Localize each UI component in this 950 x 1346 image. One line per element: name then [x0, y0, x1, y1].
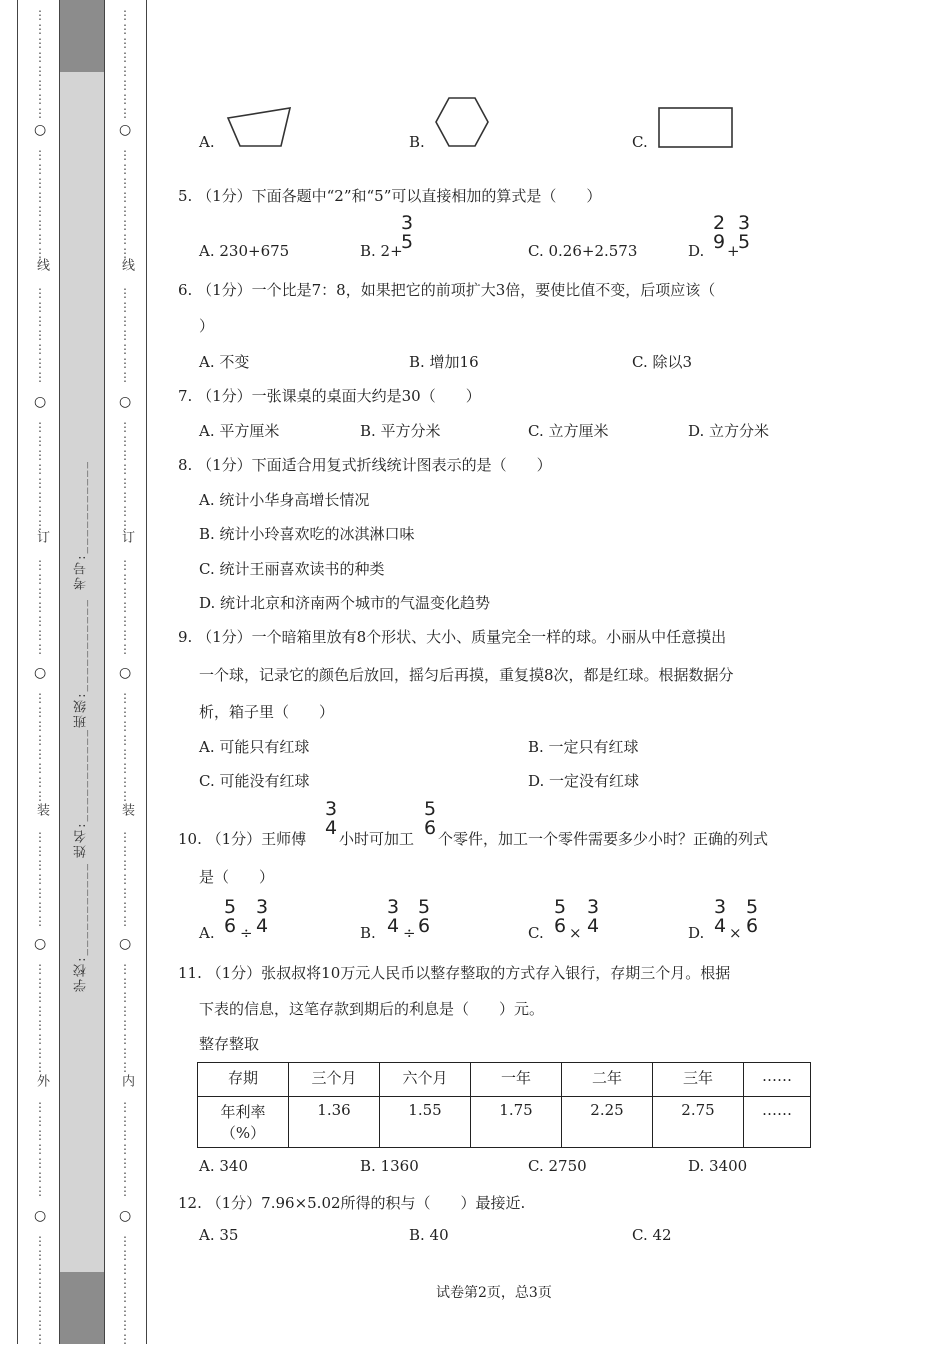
name-field: 姓名:___________ — [74, 728, 89, 858]
q11-table-title: 整存整取 — [199, 1035, 260, 1053]
margin-border-line — [146, 0, 147, 1344]
q7-option-b: B. 平方分米 — [360, 422, 441, 440]
circle-mark: ○ — [119, 394, 132, 410]
q5-d-operator: + — [727, 242, 740, 260]
circle-mark: ○ — [119, 1208, 132, 1224]
table-header-cell: 一年 — [471, 1063, 562, 1097]
q10-option-d: D. — [688, 924, 705, 942]
table-cell: …… — [744, 1097, 811, 1148]
q6-stem-continued: ） — [199, 317, 215, 335]
table-cell: 1.36 — [289, 1097, 380, 1148]
class-field: 班级:___________ — [74, 598, 89, 728]
table-row — [198, 1097, 811, 1148]
inner-label-inside: 内 — [119, 1074, 134, 1089]
circle-mark: ○ — [34, 122, 47, 138]
q5-option-d: D. — [688, 242, 705, 260]
table-cell: 1.75 — [471, 1097, 562, 1148]
q11-stem-line-2: 下表的信息，这笔存款到期后的利息是（ ）元。 — [199, 1000, 545, 1018]
table-header-cell: 存期 — [198, 1063, 289, 1097]
page-footer: 试卷第2页，总3页 — [436, 1285, 552, 1301]
q10-b-fraction-1: 3 4 — [387, 896, 400, 937]
q4-option-b: B. — [409, 133, 425, 151]
outer-label-bind: 装 — [34, 803, 49, 818]
q11-option-b: B. 1360 — [360, 1157, 419, 1175]
table-header-row — [198, 1063, 811, 1097]
q6-option-c: C. 除以3 — [632, 353, 693, 371]
q10-option-b: B. — [360, 924, 376, 942]
q6-option-a: A. 不变 — [199, 353, 250, 371]
q10-c-fraction-2: 3 4 — [587, 896, 600, 937]
q5-option-c: C. 0.26+2.573 — [528, 242, 638, 260]
q9-option-d: D. 一定没有红球 — [528, 772, 640, 790]
q11-stem-line-1: 11. （1分）张叔叔将10万元人民币以整存整取的方式存入银行，存期三个月。根据 — [178, 964, 731, 982]
q4-option-a: A. — [199, 133, 215, 151]
q10-c-fraction-1: 5 6 — [554, 896, 567, 937]
q12-option-c: C. 42 — [632, 1226, 672, 1244]
q7-stem: 7. （1分）一张课桌的桌面大约是30（ ） — [178, 387, 481, 405]
circle-mark: ○ — [34, 394, 47, 410]
q8-option-c: C. 统计王丽喜欢读书的种类 — [199, 560, 385, 578]
table-header-cell: …… — [744, 1063, 811, 1097]
q10-stem-middle: 小时可加工 — [339, 830, 415, 848]
q12-option-b: B. 40 — [409, 1226, 449, 1244]
q11-option-d: D. 3400 — [688, 1157, 748, 1175]
q10-d-fraction-2: 5 6 — [746, 896, 759, 937]
table-cell: 2.25 — [562, 1097, 653, 1148]
circle-mark: ○ — [119, 936, 132, 952]
q10-stem-suffix: 个零件，加工一个零件需要多少小时？正确的列式 — [438, 830, 769, 848]
q9-option-a: A. 可能只有红球 — [199, 738, 310, 756]
q10-a-operator: ÷ — [240, 924, 253, 942]
circle-mark: ○ — [34, 936, 47, 952]
circle-mark: ○ — [34, 1208, 47, 1224]
margin-border-line — [17, 0, 18, 1344]
table-header-cell: 三个月 — [289, 1063, 380, 1097]
q7-option-a: A. 平方厘米 — [199, 422, 280, 440]
q9-option-c: C. 可能没有红球 — [199, 772, 310, 790]
q5-option-b: B. 2+ — [360, 242, 403, 260]
q10-a-fraction-2: 3 4 — [256, 896, 269, 937]
outer-label-outside: 外 — [34, 1074, 49, 1089]
q8-stem: 8. （1分）下面适合用复式折线统计图表示的是（ ） — [178, 456, 552, 474]
inner-label-line: 线 — [119, 258, 134, 273]
inner-label-bind: 装 — [119, 803, 134, 818]
q10-d-operator: × — [729, 924, 742, 942]
q10-stem-prefix: 10. （1分）王师傅 — [178, 830, 307, 848]
outer-label-binding: 订 — [34, 530, 49, 545]
q7-option-c: C. 立方厘米 — [528, 422, 609, 440]
q5-stem: 5. （1分）下面各题中“2”和“5”可以直接相加的算式是（ ） — [178, 187, 602, 205]
q8-option-a: A. 统计小华身高增长情况 — [199, 491, 370, 509]
table-header-cell: 六个月 — [380, 1063, 471, 1097]
q10-option-c: C. — [528, 924, 544, 942]
table-row-label: 年利率 （%） — [198, 1097, 289, 1148]
strip-dark-bottom — [60, 1272, 104, 1344]
margin-border-line — [104, 0, 105, 1344]
strip-dark-top — [60, 0, 104, 72]
q10-b-operator: ÷ — [403, 924, 416, 942]
q6-option-b: B. 增加16 — [409, 353, 479, 371]
q10-fraction-1: 3 4 — [325, 798, 338, 839]
hexagon-icon — [434, 96, 490, 150]
q5-option-a: A. 230+675 — [199, 242, 290, 260]
rectangle-icon — [658, 107, 734, 149]
q8-option-d: D. 统计北京和济南两个城市的气温变化趋势 — [199, 594, 491, 612]
q12-option-a: A. 35 — [199, 1226, 239, 1244]
q10-fraction-2: 5 6 — [424, 798, 437, 839]
table-header-cell: 三年 — [653, 1063, 744, 1097]
trapezoid-icon — [226, 104, 292, 150]
q5-b-fraction: 3 5 — [401, 212, 414, 253]
q11-option-c: C. 2750 — [528, 1157, 587, 1175]
interest-rate-table — [197, 1062, 811, 1148]
q9-option-b: B. 一定只有红球 — [528, 738, 639, 756]
q9-stem-line-3: 析，箱子里（ ） — [199, 703, 335, 721]
circle-mark: ○ — [34, 665, 47, 681]
q11-option-a: A. 340 — [199, 1157, 248, 1175]
q10-stem-line-2: 是（ ） — [199, 868, 275, 886]
circle-mark: ○ — [119, 665, 132, 681]
q4-option-c: C. — [632, 133, 648, 151]
q6-stem: 6. （1分）一个比是7：8，如果把它的前项扩大3倍，要使比值不变，后项应该（ — [178, 281, 716, 299]
table-cell: 1.55 — [380, 1097, 471, 1148]
table-header-cell: 二年 — [562, 1063, 653, 1097]
exam-number-field: 考号:___________ — [74, 460, 89, 590]
q5-d-fraction-1: 2 9 — [713, 212, 726, 253]
q10-c-operator: × — [569, 924, 582, 942]
school-field: 学校:___________ — [74, 862, 89, 992]
q10-a-fraction-1: 5 6 — [224, 896, 237, 937]
table-cell: 2.75 — [653, 1097, 744, 1148]
outer-label-line: 线 — [34, 258, 49, 273]
q10-option-a: A. — [199, 924, 215, 942]
q5-d-fraction-2: 3 5 — [738, 212, 751, 253]
inner-label-binding: 订 — [119, 530, 134, 545]
q9-stem-line-1: 9. （1分）一个暗箱里放有8个形状、大小、质量完全一样的球。小丽从中任意摸出 — [178, 628, 727, 646]
q12-stem: 12. （1分）7.96×5.02所得的积与（ ）最接近. — [178, 1194, 526, 1212]
circle-mark: ○ — [119, 122, 132, 138]
q9-stem-line-2: 一个球，记录它的颜色后放回，摇匀后再摸，重复摸8次，都是红球。根据数据分 — [199, 666, 734, 684]
q10-d-fraction-1: 3 4 — [714, 896, 727, 937]
q8-option-b: B. 统计小玲喜欢吃的冰淇淋口味 — [199, 525, 415, 543]
q7-option-d: D. 立方分米 — [688, 422, 770, 440]
q10-b-fraction-2: 5 6 — [418, 896, 431, 937]
